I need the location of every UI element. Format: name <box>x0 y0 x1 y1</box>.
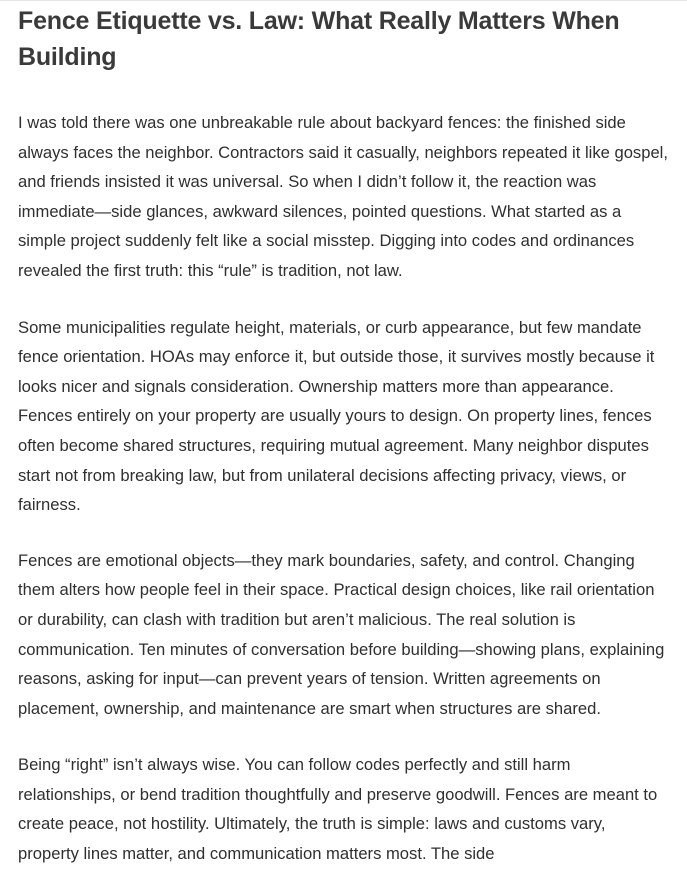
article-body <box>18 1 668 869</box>
article-paragraph-1: I was told there was one unbreakable rule about backyard fences: the finished side always faces the neighbor. Contractors said it casually, neighbors repeated it like gospel, and friends insisted it was universal. So when I didn’t follow it, the reaction was immediate—side glances, awkward silences, pointed questions. What started as a simple project suddenly felt like a social misstep. Digging into codes and ordinances revealed the first truth: this “rule” is tradition, not law. <box>18 113 668 280</box>
article-paragraph-2: Some municipalities regulate height, materials, or curb appearance, but few mandate fence orientation. HOAs may enforce it, but outside those, it survives mostly because it looks nicer and signals consideration. Ownership matters more than appearance. Fences entirely on your property are usually yours to design. On property lines, fences often become shared structures, requiring mutual agreement. Many neighbor disputes start not from breaking law, but from unilateral decisions affecting privacy, views, or fairness. <box>18 317 655 515</box>
article-paragraph-3: Fences are emotional objects—they mark boundaries, safety, and control. Changing them alters how people feel in their space. Practical design choices, like rail orientation or durability, can clash with tradition but aren’t malicious. The real solution is communication. Ten minutes of conversation before building—showing plans, explaining reasons, asking for input—can prevent years of tension. Written agreements on placement, ownership, and maintenance are smart when structures are shared. <box>18 550 665 718</box>
article-paragraph-4: Being “right” isn’t always wise. You can follow codes perfectly and still harm relationships, or bend tradition thoughtfully and preserve goodwill. Fences are meant to create peace, not hostility. Ultimately, the truth is simple: laws and customs vary, property lines matter, and communication matters most. The side <box>18 755 658 864</box>
article-title: Fence Etiquette vs. Law: What Really Matters When Building <box>18 7 620 71</box>
